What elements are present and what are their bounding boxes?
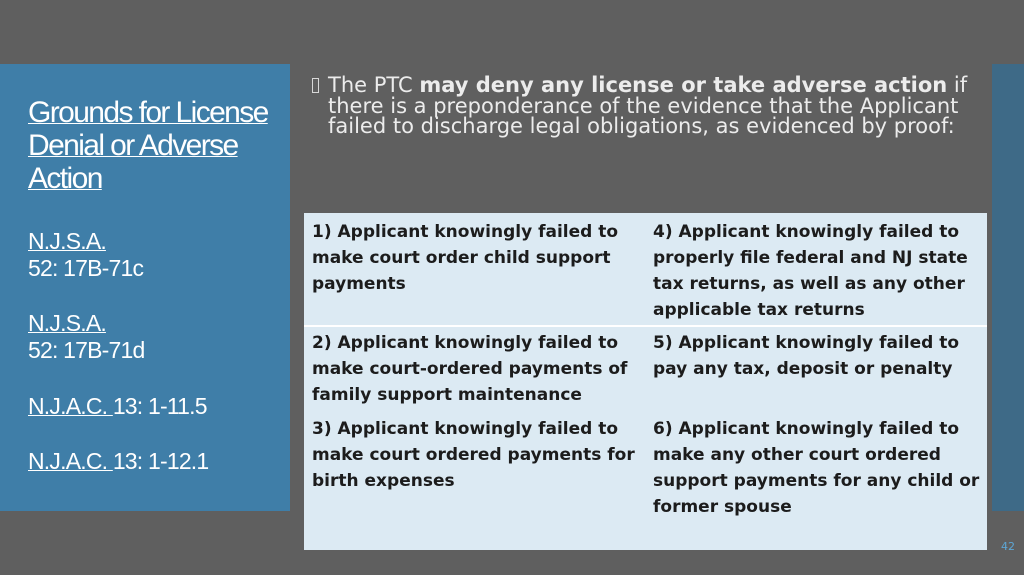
citation-njsa-71d [28,310,286,364]
accent-strip [992,64,1024,511]
citation-njsa-71c [28,228,286,282]
bullet-box-icon [312,78,319,93]
citation-link[interactable]: N.J.S.A. [28,228,106,254]
table-cell-4: 4) Applicant knowingly failed to properly file federal and NJ state tax returns, as well as any other applicable tax returns [653,222,968,320]
table-cell-5: 5) Applicant knowingly failed to pay any tax, deposit or penalty [653,333,960,379]
citation-section: 13: 1-12.1 [112,448,209,474]
page-number: 42 [1001,540,1015,553]
citation-njac-11-5 [28,393,286,420]
bullet-text: The PTC may deny any license or take adverse action if there is a preponderance of the evidence that the Applicant failed to discharge legal obligations, as evidenced by proof: [328,73,968,138]
citation-link[interactable]: N.J.S.A. [28,310,106,336]
citation-section: 52: 17B-71d [28,337,145,363]
citation-link[interactable]: N.J.A.C. [28,448,113,474]
grounds-table [304,213,987,550]
table-cell-3: 3) Applicant knowingly failed to make court ordered payments for birth expenses [312,419,635,491]
bullet-point [312,75,982,137]
citation-section: 13: 1-11.5 [112,393,207,419]
bullet-emphasis: may deny any license or take adverse action [419,73,948,97]
table-cell-2: 2) Applicant knowingly failed to make court-ordered payments of family support maintenance [312,333,628,405]
table-cell-6: 6) Applicant knowingly failed to make any other court ordered support payments for any child or former spouse [653,419,980,517]
table-cell-1: 1) Applicant knowingly failed to make court order child support payments [312,222,619,294]
slide-title: Grounds for License Denial or Adverse Action [28,96,268,195]
row-divider [304,325,987,327]
citation-section: 52: 17B-71c [28,255,144,281]
citation-link[interactable]: N.J.A.C. [28,393,113,419]
citation-njac-12-1 [28,448,286,475]
